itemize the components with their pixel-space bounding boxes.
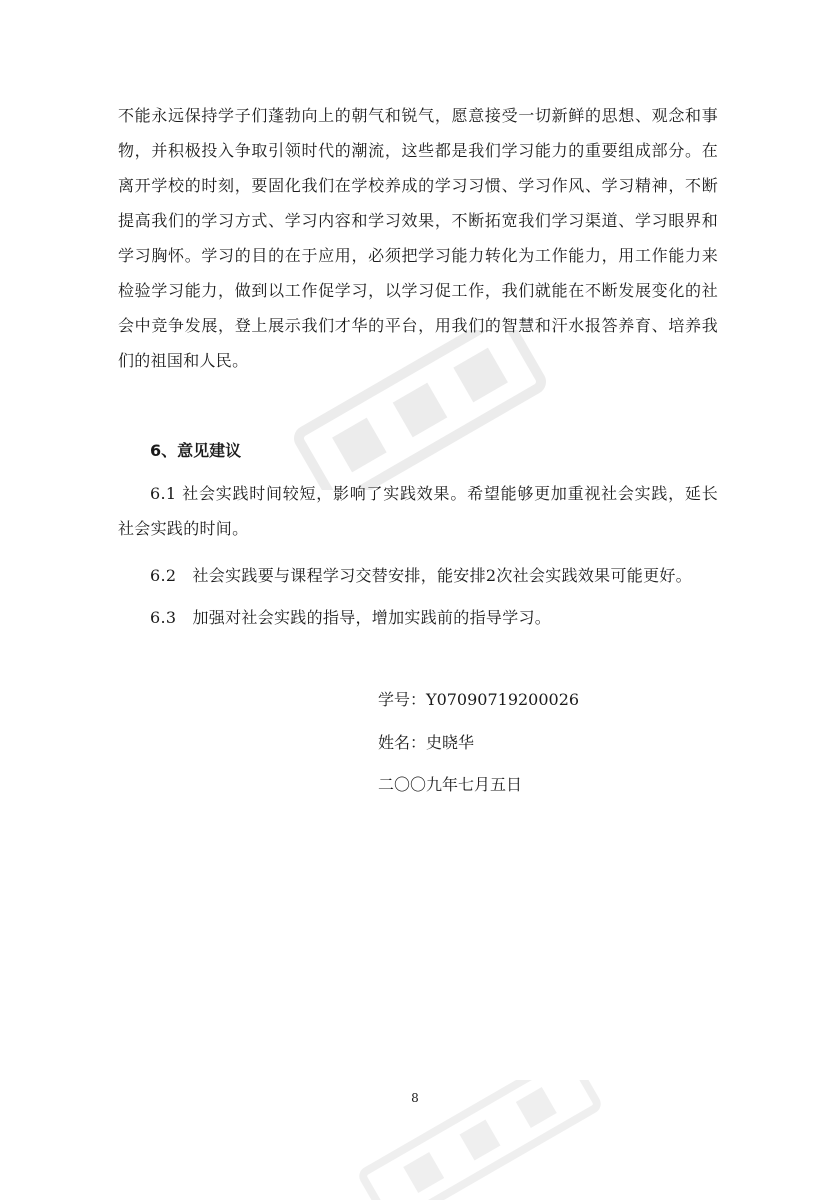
student-id: 学号：Y07090719200026 <box>378 690 580 709</box>
suggestion-item: 6.2 社会实践要与课程学习交替安排，能安排2次社会实践效果可能更好。 <box>150 566 692 585</box>
student-name: 姓名：史晓华 <box>378 733 475 752</box>
body-paragraph: 不能永远保持学子们蓬勃向上的朝气和锐气，愿意接受一切新鲜的思想、观念和事物，并积极投入争取引领时代的潮流，这些都是我们学习能力的重要组成部分。在离开学校的时刻，要固化我们在学校养成的学习习惯、学习作风、学习精神，不断提高我们的学习方式、学习内容和学习效果，不断拓宽我们学习渠道、学习眼界和学习胸怀。学习的目的在于应用，必须把学习能力转化为工作能力，用工作能力来检验学习能力，做到以工作促学习，以学习促工作，我们就能在不断发展变化的社会中竞争发展，登上展示我们才华的平台，用我们的智慧和汗水报答养育、培养我们的祖国和人民。 <box>118 106 718 370</box>
signature-date: 二〇〇九年七月五日 <box>378 775 523 794</box>
suggestion-item: 6.3 加强对社会实践的指导，增加实践前的指导学习。 <box>150 608 552 627</box>
section-heading: 6、意见建议 <box>150 441 242 460</box>
suggestion-item: 6.1 社会实践时间较短，影响了实践效果。希望能够更加重视社会实践，延长社会实践的时间。 <box>118 484 718 538</box>
page-number: 8 <box>411 1091 419 1105</box>
